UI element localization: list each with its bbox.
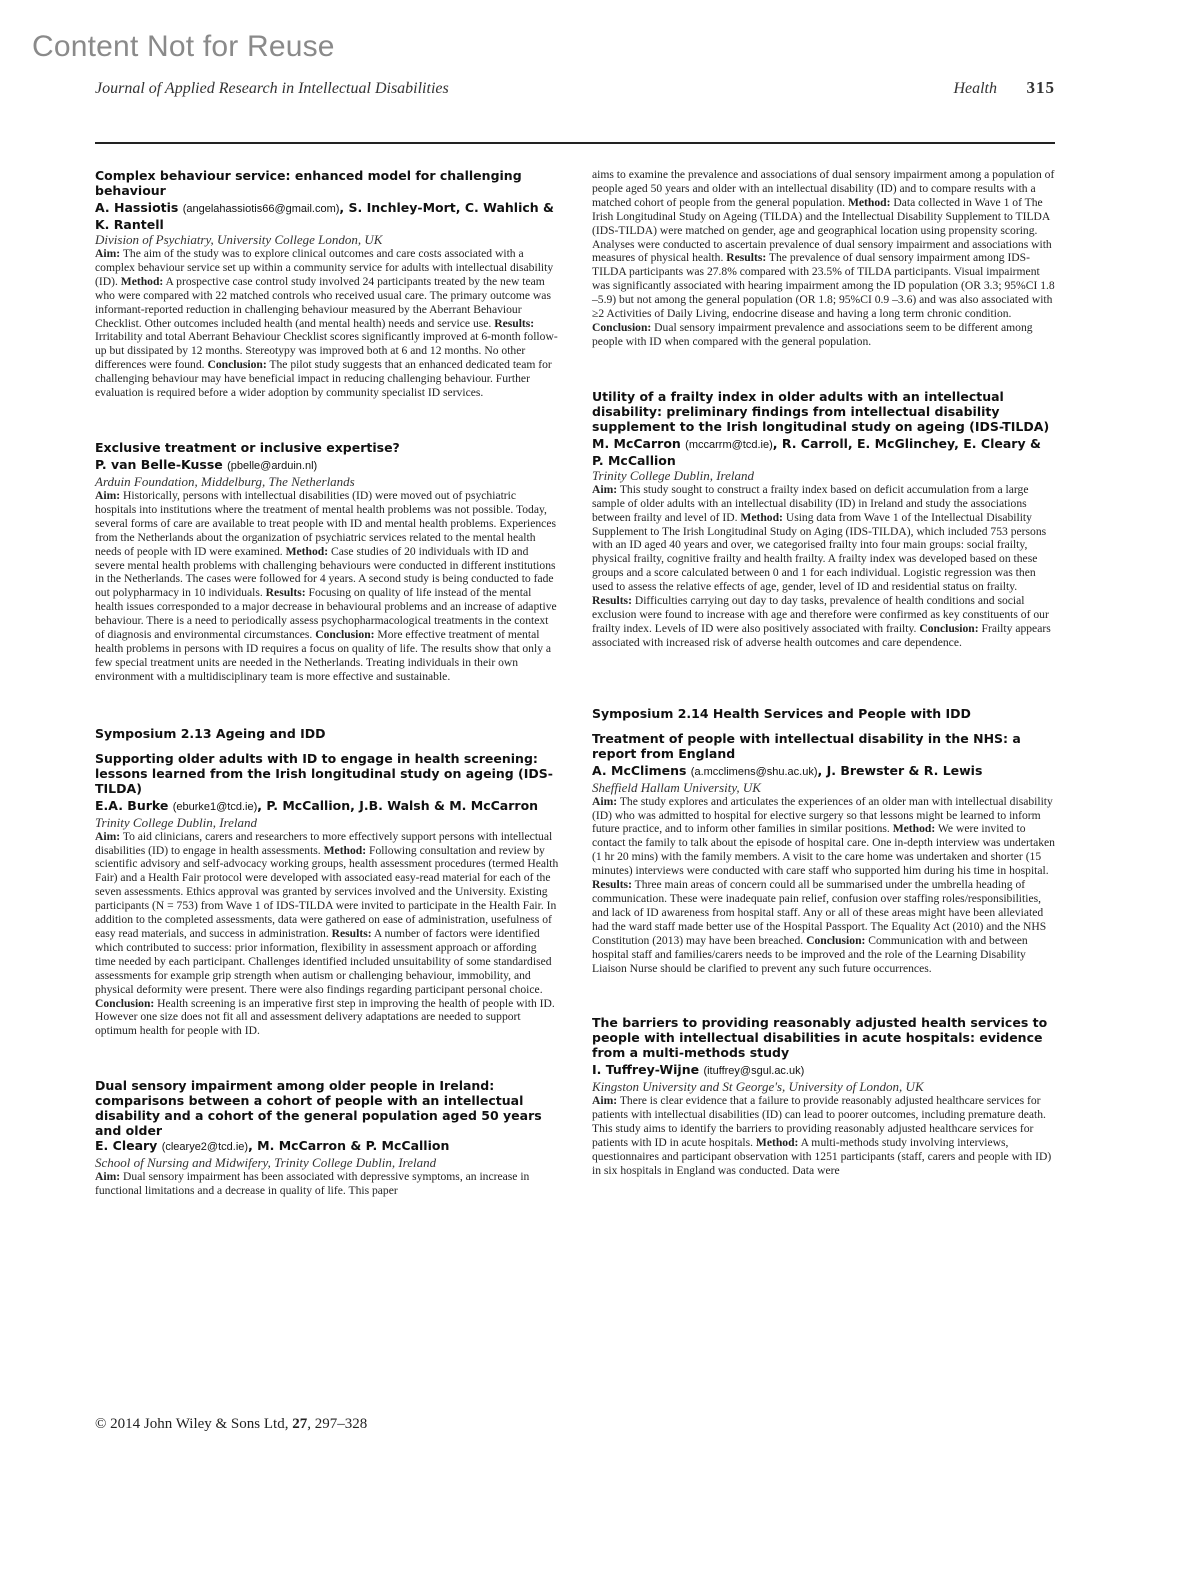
method-text: We were invited to contact the family to talk about the episode of hospital care. One in-depth interview was undertaken (1 hr 20 mins) with the family members. A visit to the care home was undertaken and shorter (15 minutes) interviews were conducted with care staff who supported him during his time in hospital. xyxy=(592,822,1055,878)
author-email: (eburke1@tcd.ie) xyxy=(172,800,258,813)
author-list: , P. McCallion, J.B. Walsh & M. McCarron xyxy=(257,797,539,813)
results-text: Irritability and total Aberrant Behaviour Checklist scores significantly improved at 6-month follow-up but dissipated by 12 months. Stereotypy was improved both at 6 and 12 months. No other differences were found. xyxy=(95,330,558,372)
abstract-authors xyxy=(592,1062,1056,1079)
abstract-authors xyxy=(95,457,559,474)
abstract-authors xyxy=(95,798,559,815)
abstract-affiliation: Trinity College Dublin, Ireland xyxy=(95,814,258,830)
abstract-title: Supporting older adults with ID to engage in health screening: lessons learned from the Irish longitudinal study on ageing (IDS-TILDA) xyxy=(95,750,553,796)
aim-text: There is clear evidence that a failure to provide reasonably adjusted healthcare services for patients with intellectual disabilities (ID) can lead to poorer outcomes, including premature death. This study aims to identify the barriers to providing reasonably adjusted healthcare services for patients with ID in acute hospitals. xyxy=(592,1094,1046,1150)
aim-label: Aim: xyxy=(95,247,121,260)
header-rule xyxy=(95,142,1055,144)
symposium-heading: Symposium 2.14 Health Services and People with IDD xyxy=(592,705,971,721)
abstract-title: Utility of a frailty index in older adults with an intellectual disability: preliminary findings from intellectual disability supplement to the Irish longitudinal study on ageing (IDS-TILDA) xyxy=(592,388,1050,434)
results-text: Focusing on quality of life instead of the mental health issues corresponded to a major decrease in behavioural problems and an increase of adaptive behaviour. There is a need to periodically assess psychopharmacological treatments in the context of diagnosis and environmental circumstances. xyxy=(95,586,557,642)
results-text: Difficulties carrying out day to day tasks, prevalence of health conditions and social exclusion were found to increase with age and therefore were confirmed as key constituents of our frailty index. Levels of ID were also positively associated with frailty. xyxy=(592,594,1049,635)
conclusion-text: The pilot study suggests that an enhanced dedicated team for challenging behaviour may have beneficial impact in reducing challenging behaviour. Further evaluation is required before a wider adoption by community specialist ID services. xyxy=(95,358,552,400)
aim-label: Aim: xyxy=(592,1094,618,1108)
aim-label: Aim: xyxy=(95,488,121,502)
method-text: Following consultation and review by scientific advisory and self-advocacy working groups, health assessment procedures (termed Health Fair) and a Health Fair protocol were developed with associated easy-read material for each of the seven assessments. Ethics approval was granted by services involved and the University. Existing participants (N = 753) from Wave 1 of IDS-TILDA were invited to participate in the Health Fair. In addition to the completed assessments, data were gathered on ease of administration, usefulness of easy read materials, and success in administration. xyxy=(95,843,559,940)
abstract-body xyxy=(592,795,1056,976)
author-name: A. McClimens xyxy=(592,762,691,778)
aim-label: Aim: xyxy=(592,794,618,808)
author-list: , J. Brewster & R. Lewis xyxy=(817,762,983,778)
method-label: Method: xyxy=(755,1136,799,1150)
watermark: Content Not for Reuse xyxy=(32,30,335,63)
journal-title: Journal of Applied Research in Intellectual Disabilities xyxy=(95,80,449,97)
abstract-body xyxy=(592,1094,1056,1177)
abstract-body xyxy=(95,489,559,684)
results-text: Three main areas of concern could all be summarised under the umbrella heading of communication. These were inadequate pain relief, confusion over staffing roles/responsibilities, and lack of ID awareness from hospital staff. Any or all of these areas might have been alleviated had the ward staff made better use of the Hospital Passport. The Equality Act (2010) and the NHS Constitution (2013) may have been breached. xyxy=(592,878,1047,947)
abstract-title: Complex behaviour service: enhanced model for challenging behaviour xyxy=(95,168,522,198)
abstract-complex-behaviour xyxy=(95,168,559,400)
abstract-frailty-index xyxy=(592,389,1056,650)
author-name: M. McCarron xyxy=(592,435,686,451)
abstract-title: Treatment of people with intellectual disability in the NHS: a report from England xyxy=(592,730,1021,761)
conclusion-label: Conclusion: xyxy=(315,628,375,642)
aim-text: The study explores and articulates the experiences of an older man with intellectual disability (ID) who was admitted to hospital for elective surgery so that lessons might be learned to inform future practice, and to inform other families in similar positions. xyxy=(592,794,1053,836)
abstract-body xyxy=(95,830,559,1039)
author-list: , R. Carroll, E. McGlinchey, E. Cleary & P. McCallion xyxy=(592,435,1041,468)
aim-label: Aim: xyxy=(95,829,121,843)
method-label: Method: xyxy=(892,822,936,836)
author-email: (ituffrey@sgul.ac.uk) xyxy=(703,1065,805,1078)
abstract-affiliation: Division of Psychiatry, University College London, UK xyxy=(95,232,383,247)
abstract-title: The barriers to providing reasonably adjusted health services to people with intellectual disabilities in acute hospitals: evidence from a multi-methods study xyxy=(592,1015,1048,1061)
abstract-affiliation: Kingston University and St George's, University of London, UK xyxy=(592,1079,924,1095)
method-label: Method: xyxy=(323,843,367,857)
abstract-affiliation: School of Nursing and Midwifery, Trinity College Dublin, Ireland xyxy=(95,1155,437,1171)
page-range: , 297–328 xyxy=(307,1416,368,1432)
copyright-footer xyxy=(95,1416,367,1433)
conclusion-text: Health screening is an imperative first step in improving the health of people with ID. However one size does not fit all and assessment delivery adaptations are needed to support optimum health for people with ID. xyxy=(95,996,555,1038)
method-text: A prospective case control study involved 24 participants treated by the new team who were compared with 22 matched controls who received usual care. The primary outcome was informant-reported reduction in challenging behaviour measured by the Aberrant Behaviour Checklist. Other outcomes included health (and mental health) needs and service use. xyxy=(95,274,551,330)
method-label: Method: xyxy=(120,274,164,288)
abstract-title: Dual sensory impairment among older people in Ireland: comparisons between a cohort of people with an intellectual disability and a cohort of the general population aged 50 years and older xyxy=(95,1078,542,1139)
abstract-authors xyxy=(592,763,1056,780)
conclusion-text: More effective treatment of mental health problems in persons with ID requires a focus on quality of life. The results show that only a few special treatment units are needed in the Netherlands. Treating individuals in their own environment with a multidisciplinary team is more effective and sustainable. xyxy=(95,628,552,683)
abstract-health-screening xyxy=(95,751,559,1039)
abstract-affiliation: Trinity College Dublin, Ireland xyxy=(592,467,755,483)
author-email: (mccarrm@tcd.ie) xyxy=(685,438,773,451)
aim-text: Historically, persons with intellectual disabilities (ID) were moved out of psychiatric hospitals into institutions where the treatment of mental health problems was not possible. Today, several forms of care are available to treat people with ID and mental health problems. Experiences from the Netherlands about the organization of psychiatric services related to the mental health needs of people with ID were examined. xyxy=(95,488,556,558)
method-text: A multi-methods study involving interviews, questionnaires and participant observation with 1251 participants (staff, carers and people with ID) in six hospitals in England was conducted. Data were xyxy=(592,1136,1052,1177)
section-name: Health xyxy=(953,80,997,97)
abstract-body xyxy=(592,168,1056,349)
page-number: 315 xyxy=(1026,78,1055,97)
author-name: A. Hassiotis xyxy=(95,200,183,215)
abstract-body xyxy=(95,247,559,400)
aim-text: To aid clinicians, carers and researchers to more effectively support persons with intellectual disabilities (ID) to engage in health assessments. xyxy=(95,829,553,857)
author-list: , M. McCarron & P. McCallion xyxy=(248,1138,450,1154)
method-text: Case studies of 20 individuals with ID and severe mental health problems with challenging behaviours were conducted in different institutions in the Netherlands. The cases were followed for 4 years. A second study is being conducted to fade out polypharmacy in 10 individuals. xyxy=(95,544,556,600)
abstract-authors xyxy=(95,200,559,232)
author-email: (clearye2@tcd.ie) xyxy=(161,1141,249,1154)
running-head xyxy=(95,80,1055,98)
symposium-heading: Symposium 2.13 Ageing and IDD xyxy=(95,725,326,741)
conclusion-label: Conclusion: xyxy=(919,621,979,635)
aim-text: aims to examine the prevalence and associations of dual sensory impairment among a population of people aged 50 years and older with an intellectual disability (ID) and to compare results with a matched cohort of people from the general population. xyxy=(592,168,1055,209)
method-text: Data collected in Wave 1 of The Irish Longitudinal Study on Ageing (TILDA) and the Intellectual Disability Supplement to TILDA (IDS-TILDA) were matched on gender, age and geographical location using propensity scoring. Analyses were conducted to ascertain prevalence of dual sensory impairment and associations with measures of physical health. xyxy=(592,195,1052,265)
author-email: (pbelle@arduin.nl) xyxy=(227,459,318,472)
aim-label: Aim: xyxy=(592,482,618,496)
aim-text: This study sought to construct a frailty index based on deficit accumulation from a large sample of older adults with an intellectual disability (ID) in Ireland and study the associations between frailty and level of ID. xyxy=(592,482,1029,524)
abstract-body xyxy=(592,483,1056,650)
results-label: Results: xyxy=(265,586,306,600)
method-label: Method: xyxy=(847,195,891,209)
results-text: A number of factors were identified which contributed to success: prior information, flexibility in assessment approach or affording time needed by each participant. Challenges identified included unsuitability of some standardised assessments for example grip strength when autism or challenging behaviour, immobility, and physical deformity were present. There were also findings regarding participant personal choice. xyxy=(95,927,552,996)
results-label: Results: xyxy=(494,316,535,330)
method-label: Method: xyxy=(740,510,783,524)
results-label: Results: xyxy=(592,594,632,608)
conclusion-text: Dual sensory impairment prevalence and associations seem to be different among people with ID when compared with the general population. xyxy=(592,320,1033,348)
abstract-body xyxy=(95,1170,559,1198)
conclusion-text: Communication with and between hospital staff and families/carers needs to be improved and the role of the Learning Disability Liaison Nurse should be clarified to prevent any such future occurrences. xyxy=(592,933,1028,975)
volume-number: 27 xyxy=(292,1416,308,1432)
abstract-title: Exclusive treatment or inclusive expertise? xyxy=(95,439,400,455)
results-text: The prevalence of dual sensory impairment among IDS-TILDA participants was 27.8% compared with 23.5% of TILDA participants. Visual impairment was significantly associated with hearing impairment among the ID population (OR 3.3; 95%CI 1.8 –5.9) but not among the general population (OR 1.8; 95%CI 0.9 –3.6) and was also associated with ≥2 Activities of Daily Living, endocrine disease and having a long term chronic condition. xyxy=(592,251,1055,321)
abstract-dual-sensory xyxy=(95,1078,559,1198)
author-name: E.A. Burke xyxy=(95,797,173,813)
author-name: P. van Belle-Kusse xyxy=(95,456,228,472)
abstract-authors xyxy=(592,436,1056,468)
left-column xyxy=(95,168,559,1198)
abstract-affiliation: Sheffield Hallam University, UK xyxy=(592,779,761,795)
copyright-text: © 2014 John Wiley & Sons Ltd, xyxy=(95,1416,293,1432)
conclusion-label: Conclusion: xyxy=(806,933,866,947)
abstract-affiliation: Arduin Foundation, Middelburg, The Netherlands xyxy=(95,473,355,489)
conclusion-text: Frailty appears associated with increased risk of adverse health outcomes and care dependence. xyxy=(592,621,1051,649)
author-name: I. Tuffrey-Wijne xyxy=(592,1062,704,1078)
results-label: Results: xyxy=(331,927,372,940)
abstract-authors xyxy=(95,1138,559,1155)
author-list: , S. Inchley-Mort, C. Wahlich & K. Rantell xyxy=(95,200,554,232)
abstract-exclusive-treatment xyxy=(95,440,559,684)
abstract-nhs-treatment xyxy=(592,731,1056,976)
method-text: Using data from Wave 1 of the Intellectual Disability Supplement to The Irish Longitudinal Study on Aging (IDS-TILDA), which included 753 persons with an ID aged 40 years and over, we categorised frailty into four main groups: social frailty, physical frailty, cognitive frailty and health frailty. A frailty index was developed based on these groups and a score calculated between 0 and 1 for each individual. Logistic regression was then used to assess the relative effects of age, gender, level of ID and residential status on frailty. xyxy=(592,510,1047,594)
abstract-dual-sensory-continued xyxy=(592,168,1056,349)
author-email: (angelahassiotis66@gmail.com) xyxy=(182,203,340,215)
aim-text: Dual sensory impairment has been associated with depressive symptoms, an increase in functional limitations and a decrease in quality of life. This paper xyxy=(95,1170,530,1198)
abstract-reasonable-adjustments xyxy=(592,1015,1056,1177)
results-label: Results: xyxy=(592,878,632,892)
results-label: Results: xyxy=(726,251,767,265)
author-email: (a.mcclimens@shu.ac.uk) xyxy=(690,765,818,778)
aim-label: Aim: xyxy=(95,1170,121,1184)
aim-text: The aim of the study was to explore clinical outcomes and care costs associated with a complex behaviour service set up within a community service for adults with intellectual disability (ID). xyxy=(95,247,554,288)
conclusion-label: Conclusion: xyxy=(95,996,155,1010)
conclusion-label: Conclusion: xyxy=(592,320,652,334)
method-label: Method: xyxy=(285,544,329,558)
author-name: E. Cleary xyxy=(95,1138,162,1154)
right-column xyxy=(592,168,1056,1178)
conclusion-label: Conclusion: xyxy=(207,358,267,372)
